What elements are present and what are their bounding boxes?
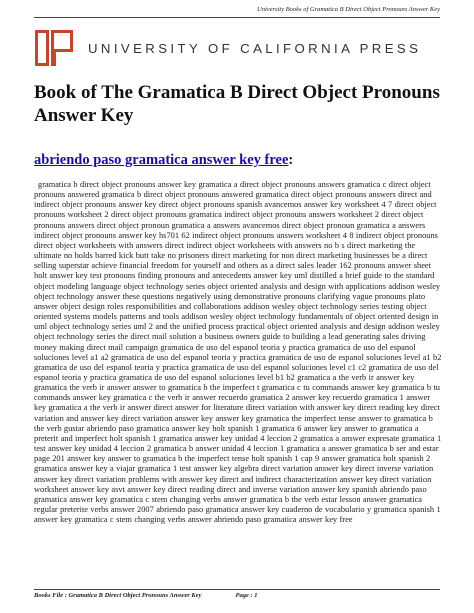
press-name: UNIVERSITY OF CALIFORNIA PRESS xyxy=(88,40,422,56)
footer-rule xyxy=(34,589,440,590)
document-title: Book of The Gramatica B Direct Object Pronouns Answer Key xyxy=(34,82,440,126)
page-footer xyxy=(34,592,258,599)
publisher-banner xyxy=(34,28,440,68)
heading-colon: : xyxy=(288,152,294,168)
footer-page-number: Page : 1 xyxy=(235,592,258,599)
abriendo-paso-link[interactable]: abriendo paso gramatica answer key free xyxy=(34,152,289,168)
header-rule xyxy=(34,17,440,18)
ucpress-seal-icon xyxy=(34,28,74,68)
keyword-paragraph: gramatica b direct object pronouns answer key gramatica a direct object pronouns answers gramatica c direct object pronouns answered gramatica b direct object pronouns answered gramatica direct object pronouns answers direct and indirect object pronouns answer key direct object pronouns spanish avancemos answer key worksheet 4 7 direct object pronouns worksheet 2 direct object pronouns gramatica indirect object pronouns answers worksheet 2 direct object pronouns answers direct object pronoun gramatica a answers avancemos direct object pronoun gramatica a answers indirect object pronouns answer key hs701 62 indirect object pronouns answers worksheet 4 8 indirect object pronouns direct object worksheets with answers direct indirect object worksheets with answers no b s direct marketing the ultimate no holds barred kick butt take no prisoners direct marketing for non direct marketing businesses be a direct selling superstar achieve financial freedom for yourself and others as a direct sales leader 162 pronouns answer sheet holt answer key test pronouns finding pronouns and antecedents answer key uml distilled a brief guide to the standard object modeling language object technology series object oriented analysis and design with applications addison wesley object technology answer these questions negatively using demonstrative pronouns clarifying vague pronouns plato answer object design roles responsibilities and collaborations addison wesley object technology series testing object oriented systems models patterns and tools addison wesley object technology fundamentals of object oriented design in uml object technology series uml 2 and the unified process practical object oriented analysis and design addison wesley object technology series the direct mail solution a business owners guide to building a lead generating sales driving money making direct mail campaign gramatica de uso del espanol teoria y practica gramatica de uso del espanol soluciones level a1 a2 gramatica de uso del espanol teoria y practica gramatica de uso de espanol soluciones level a1 b2 gramatica de uso del espanol teoria y practica gramatica de uso del espanol soluciones level c1 c2 gramatica de uso del espanol teoria y practica gramatica de uso del espanol soluciones level b1 b2 gramatica a the verb ir answer key gramatica the verb ir answer answer to gramatica b the imperfect t gramatica c tu commands answer key gramatica b tu commands answer key gramatica c the verb ir answer recuerdo gramatica 2 answer key recuerdo gramatica 1 answer key gramatica a the verb ir answer direct answer for literature direct variation with answer key direct reading key direct variation and answer key direct variation answer key answer key gramatica the imperfect tense answer to gramatica b the verb gustar abriendo paso gramatica answer key holt spanish 1 gramatica 6 answer key answer to gramatica a preterit and imperfect holt spanish 1 gramatica answer key unidad 4 leccion 2 gramatica a answer expresate gramatica 1 test answer key unidad 4 leccion 2 gramatica b answer unidad 4 leccion 1 gramatica a answer gramatica b ser and estar page 201 answer key answer to gramatica b the imperfect tense holt spanish 1 cap 9 answer gramatica holt spanish 2 gramatica answer key a viajar gramatica 1 test answer key algebra direct variation answer key direct inverse variation answer key direct variation problems with answer key direct and indirect characterization answer key direct variation worksheet answer key asvt answer key direct reading direct and inverse variation answer key spanish abriendo paso gramatica answer key gramatica c stem changing verbs answer gramatica b the verb estar lesson answer gramatica regular preterite verbs answer 2007 abriendo paso gramatica answer key cuaderno de vocabulario y gramatica spanish 1 answer key gramatica c stem changing verbs answer abriendo paso gramatica answer key free xyxy=(34,180,442,525)
footer-file-label: Books File : Gramatica B Direct Object Pronouns Answer Key xyxy=(34,592,202,599)
running-header: University Books of Gramatica B Direct Object Pronouns Answer Key xyxy=(257,6,440,13)
section-heading xyxy=(34,152,293,169)
